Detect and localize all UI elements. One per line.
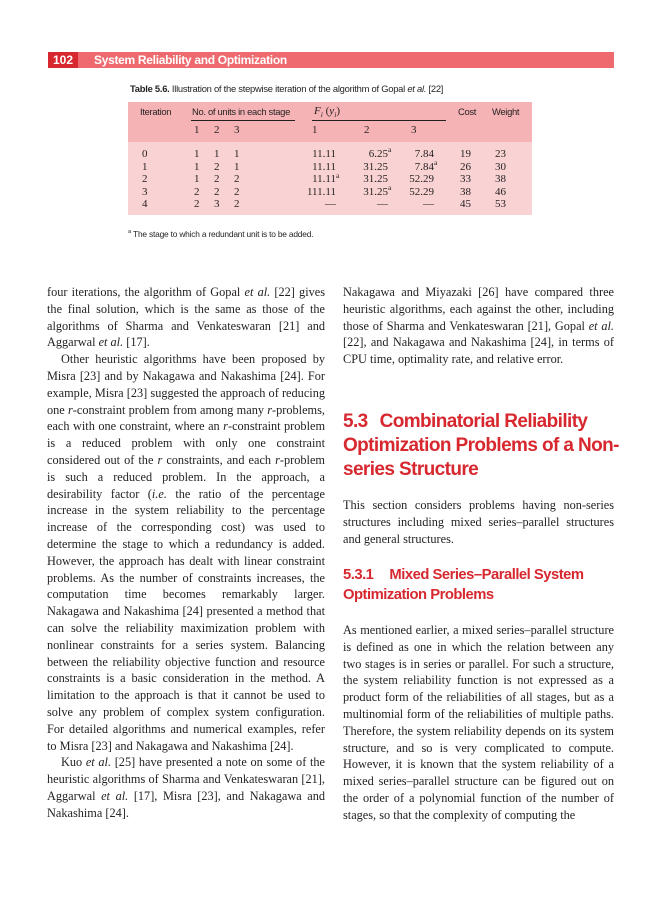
table-cell: 26 [460, 160, 471, 173]
table-caption-label: Table 5.6. [130, 83, 170, 94]
subsection-body [343, 622, 614, 824]
table-cell: 11.11 [312, 160, 336, 173]
col-header-weight: Weight [492, 106, 520, 117]
section-heading: 5.3 Combinatorial Reliability Optimization Problems of a Non-series Structure [343, 411, 619, 480]
table-cell: 2 [214, 160, 220, 173]
table-cell: 1 [194, 148, 200, 160]
section-intro [343, 497, 614, 547]
table-cell: 111.11 [306, 185, 336, 198]
table-cell: 45 [460, 198, 471, 211]
table-cell: 11.11$^a$ [312, 170, 340, 186]
sub-header: 2 [364, 124, 370, 136]
paragraph: Other heuristic algorithms have been proposed by Misra [23] and by Nakagawa and Nakashima [24]. For example, Misra [23] suggested the approach of reducing one r-constraint problem from among many r-problems, each with one constraint, where an r-constraint problem is a reduced problem with only one constraint considered out of the r constraints, and each r-problem is such a reduced problem. In the approach, a desirability factor (i.e. the ratio of the percentage increase in the system reliability to the percentage increase of the corresponding cost) was used to determine the stage to which a redundancy is added. However, the approach has dealt with linear constraint problems. As the number of constraints increases, the computation time becomes remarkably larger. Nakagawa and Nakashima [24] presented a method that can solve the reliability maximization problem with nonlinear constraints for a series system. Balancing between the reliability objective function and resource constraints is a basic consideration in the method. A limitation to the approach is that it cannot be used to solve any problem of complex system configuration. For detailed algorithms and numerical examples, refer to Misra [23] and Nakagawa and Nakashima [24]. [47, 352, 326, 753]
table-cell: 2 [234, 173, 240, 186]
table-cell: 6.25$^a$ [368, 145, 392, 160]
table-cell: 53 [495, 198, 506, 211]
sub-header: 3 [411, 124, 417, 136]
table-cell: 1 [234, 148, 240, 160]
sub-header: 1 [194, 124, 200, 136]
table-cell: 0 [142, 148, 148, 160]
table-cell: 3 [142, 185, 148, 198]
table-cell: — [377, 198, 388, 211]
table-cell: 2 [214, 185, 220, 198]
table-cell: 52.29 [409, 173, 434, 186]
paragraph: This section considers problems having non-series structures including mixed series–parallel structures and general structures. [343, 498, 614, 546]
sub-header: 3 [234, 124, 240, 136]
table-cell: 52.29 [409, 185, 434, 198]
units-header-rule [191, 120, 295, 121]
table-cell: 31.25 [363, 173, 388, 186]
table-cell: 1 [214, 148, 220, 160]
table-cell: 3 [214, 198, 220, 211]
table-cell: 11.11 [312, 148, 336, 160]
paragraph: four iterations, the algorithm of Gopal et al. [22] gives the final solution, which is the same as those of the algorithms of Sharma and Venkateswaran [21] and Aggarwal et al. [17]. [47, 285, 326, 350]
table-cell: 7.84$^a$ [414, 157, 438, 173]
subsection-heading: 5.3.1 Mixed Series–Parallel System Optimization Problems [343, 567, 584, 603]
sub-header: 2 [214, 124, 220, 136]
table-cell: 4 [142, 198, 148, 211]
table-cell: 7.84 [414, 148, 434, 160]
table-cell: 2 [234, 198, 240, 211]
table-cell: 31.25 [363, 160, 388, 173]
table-cell: 2 [194, 198, 200, 211]
table-cell: 38 [460, 185, 471, 198]
table-cell: 2 [194, 185, 200, 198]
table-cell: 19 [460, 148, 471, 160]
paragraph: Nakagawa and Miyazaki [26] have compared three heuristic algorithms, each against the other, including those of Sharma and Venkateswaran [21], Gopal et al. [22], and Nakagawa and Nakashima [24], in terms of CPU time, optimality rate, and relative error. [343, 285, 614, 367]
col-header-fi: $F_i$ $(y_i)$ [314, 105, 340, 120]
table-cell: 2 [214, 173, 220, 186]
table-cell: 1 [194, 160, 200, 173]
table-cell: 46 [495, 185, 506, 198]
col-header-units: No. of units in each stage [192, 106, 290, 117]
table-cell: 2 [234, 185, 240, 198]
col-header-cost: Cost [458, 106, 477, 117]
running-header [48, 52, 614, 68]
table-cell: 31.25$^a$ [363, 183, 392, 198]
table-cell: 33 [460, 173, 471, 186]
paragraph: As mentioned earlier, a mixed series–parallel structure is defined as one in which the relation between any two stages is in series or parallel. For such a structure, the system reliability function is not expressed as a product form of the reliabilities of all stages, but as a multinomial form of the reliabilities of multiple paths. Therefore, the system reliability depends on its system structure, and so is very complicated to compute. However, it is known that the system reliability of a mixed series–parallel structure can be figured out on the order of a polynomial function of the number of stages, so that the complexity of computing the [343, 623, 614, 822]
table-cell: — [423, 198, 434, 211]
results-table [128, 102, 532, 215]
col-header-iteration: Iteration [140, 106, 172, 117]
running-title: System Reliability and Optimization [94, 53, 287, 67]
sub-header: 1 [312, 124, 318, 136]
fi-header-rule [312, 120, 446, 121]
right-column-intro [343, 284, 614, 368]
table-caption: Table 5.6. Illustration of the stepwise iteration of the algorithm of Gopal et al. [22] [130, 83, 444, 94]
table-cell: — [325, 198, 336, 211]
table-cell: 30 [495, 160, 506, 173]
table-cell: 1 [194, 173, 200, 186]
left-column [47, 284, 325, 822]
page-number: 102 [48, 52, 78, 68]
table-cell: 23 [495, 148, 506, 160]
paragraph: Kuo et al. [25] have presented a note on some of the heuristic algorithms of Sharma and Venkateswaran [21], Aggarwal et al. [17], Misra [23], and Nakagawa and Nakashima [24]. [47, 755, 326, 820]
table-cell: 38 [495, 173, 506, 186]
table-cell: 2 [142, 173, 148, 186]
table-cell: 1 [234, 160, 240, 173]
table-footnote: $^a$ The stage to which a redundant unit is to be added. [128, 229, 314, 239]
table-cell: 1 [142, 160, 148, 173]
